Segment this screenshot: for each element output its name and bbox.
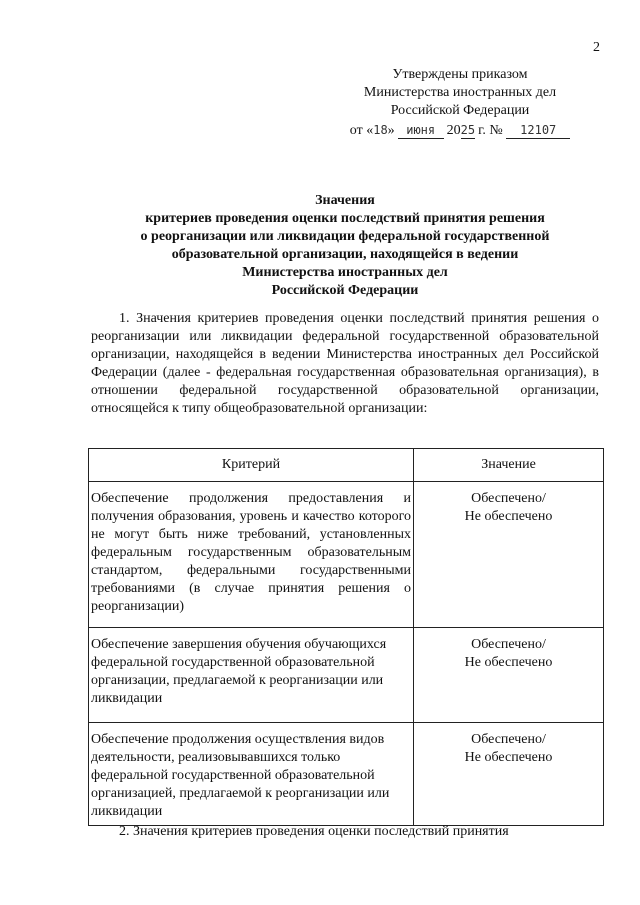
- order-number: 12107: [520, 123, 557, 137]
- document-title: [90, 192, 600, 300]
- title-line-2: критериев проведения оценки последствий принятия решения: [145, 211, 545, 226]
- title-line-3: о реорганизации или ликвидации федеральной государственной: [140, 229, 550, 244]
- table-header-row: [89, 449, 604, 482]
- date-year-field: [461, 123, 475, 139]
- approval-line-1: Утверждены приказом: [392, 67, 528, 82]
- title-line-5: Министерства иностранных дел: [242, 265, 448, 280]
- date-month-field: [398, 123, 444, 139]
- table-row: [89, 628, 604, 723]
- order-number-field: [506, 123, 570, 139]
- date-year-suffix: 25: [460, 123, 476, 137]
- date-day: 18: [373, 123, 388, 137]
- value-line-1: Обеспечено/: [471, 491, 546, 506]
- date-quote-close: »: [387, 123, 395, 138]
- value-cell: [414, 628, 604, 723]
- date-year-unit: г. №: [478, 123, 503, 138]
- title-line-1: Значения: [315, 193, 375, 208]
- date-month: июня: [406, 123, 436, 137]
- approval-date: [340, 121, 580, 140]
- table-row: [89, 723, 604, 826]
- value-line-2: Не обеспечено: [464, 750, 553, 765]
- approval-stamp: [340, 66, 580, 140]
- criterion-cell: Обеспечение продолжения предоставления и получения образования, уровень и качество которого не могут быть ниже требований, установленных федеральным государственным образовательным стандартом, федеральными государственными требованиями (в случае принятия решения о реорганизации): [89, 482, 414, 628]
- paragraph-2: 2. Значения критериев проведения оценки последствий принятия: [119, 824, 509, 839]
- title-line-4: образовательной организации, находящейся в ведении: [171, 247, 519, 262]
- header-value: Значение: [414, 449, 604, 482]
- value-line-1: Обеспечено/: [471, 637, 546, 652]
- approval-line-2: Министерства иностранных дел: [363, 85, 557, 100]
- value-line-2: Не обеспечено: [464, 655, 553, 670]
- page-number: 2: [593, 40, 600, 55]
- criteria-table: [88, 448, 604, 826]
- value-cell: [414, 482, 604, 628]
- value-cell: [414, 723, 604, 826]
- value-line-2: Не обеспечено: [464, 509, 553, 524]
- criterion-cell: Обеспечение завершения обучения обучающихся федеральной государственной образовательной организации, предлагаемой к реорганизации или ликвидации: [89, 628, 414, 723]
- paragraph-1: 1. Значения критериев проведения оценки последствий принятия решения о реорганизации или ликвидации федеральной государственной образовательной организации, находящейся в ведении Министерства иностранных дел Российской Федерации (далее - федеральная государственная образовательная организация), в отношении федеральной государственной образовательной организации, относящейся к типу общеобразовательной организации:: [91, 311, 599, 416]
- header-criterion: Критерий: [89, 449, 414, 482]
- table-row: [89, 482, 604, 628]
- date-year-prefix: 20: [446, 123, 461, 138]
- date-prefix: от «: [349, 123, 374, 138]
- title-line-6: Российской Федерации: [271, 283, 419, 298]
- criterion-cell: Обеспечение продолжения осуществления видов деятельности, реализовывавшихся только федеральной государственной образовательной организацией, предлагаемой к реорганизации или ликвидации: [89, 723, 414, 826]
- value-line-1: Обеспечено/: [471, 732, 546, 747]
- approval-line-3: Российской Федерации: [390, 103, 530, 118]
